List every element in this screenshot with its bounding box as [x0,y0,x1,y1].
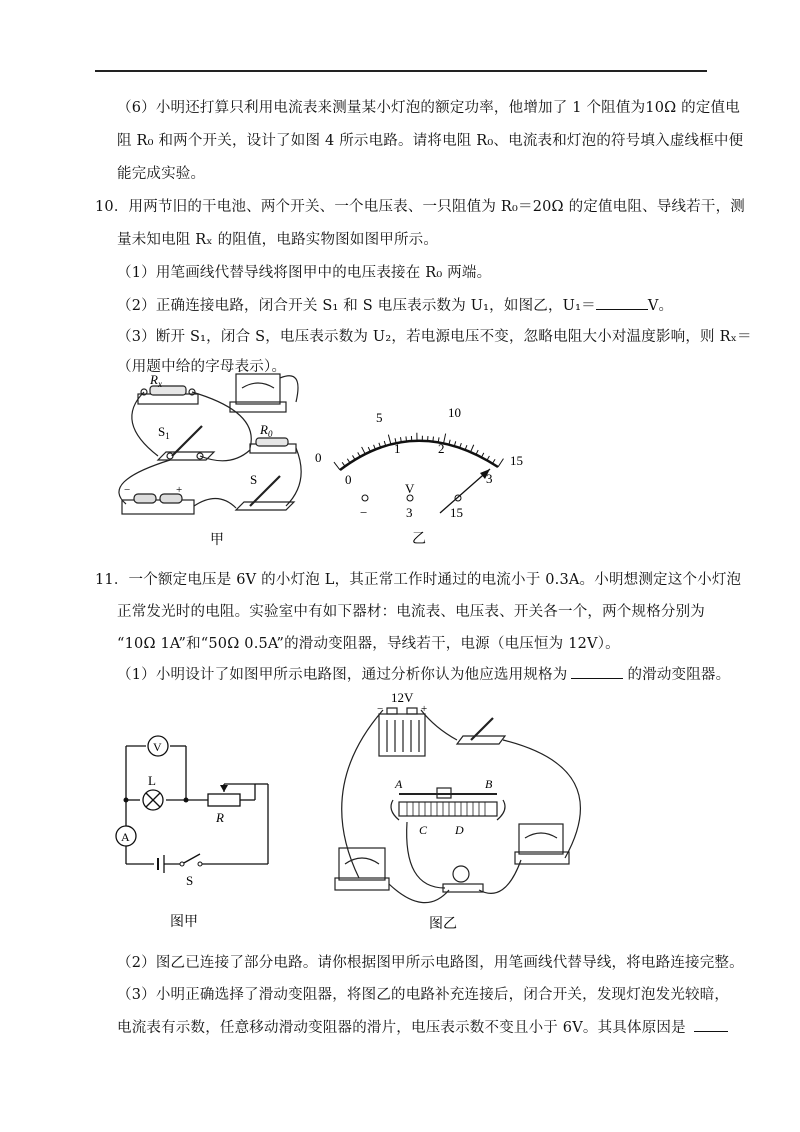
q11-stem-line3: “10Ω 1A”和“50Ω 0.5A”的滑动变阻器，导线若干，电源（电压恒为 12V）。 [117,636,620,652]
q11-fig-jia-caption: 图甲 [170,915,198,930]
q11-stem-line2: 正常发光时的电阻。实验室中有如下器材：电流表、电压表、开关各一个，两个规格分别为 [117,604,705,620]
outer-tick-15: 15 [510,453,523,468]
battery-box [379,714,425,756]
schematic-s-label: S [186,873,194,888]
q11-part3-line2 [117,1017,728,1038]
dial-tick [388,435,390,445]
dial-tick [362,447,366,454]
terminal-3-label: 3 [406,505,413,520]
fig-yi-caption: 乙 [412,532,426,547]
dial-tick [342,462,345,466]
fig-jia-caption: 甲 [210,533,224,548]
q11-figure-yi-circuit [325,688,605,938]
inner-tick-2: 2 [438,441,445,456]
inner-tick-0: 0 [345,472,352,487]
dial-tick [471,445,474,452]
rx-label: $R_x$ [150,372,162,389]
q10-part2-text: （2）正确连接电路，闭合开关 S₁ 和 S 电压表示数为 U₁，如图乙，U₁＝ [117,298,596,314]
battery-plus: + [176,484,183,496]
rheostat-c-label: C [419,823,428,837]
q10-part3-line1: （3）断开 S₁，闭合 S，电压表示数为 U₂，若电源电压不变，忽略电阻大小对温度影响，则 Rₓ＝ [117,329,752,345]
inner-tick-3: 3 [486,471,493,486]
s-label: S [250,472,258,487]
rheostat-coil [399,802,497,816]
q9-part6-line3: 能完成实验。 [117,166,206,182]
dial-tick [433,437,434,442]
dial-scale-arc [340,441,498,470]
q11-stem-line1: 11．一个额定电压是 6V 的小灯泡 L，其正常工作时通过的电流小于 0.3A。小明想测定这个小灯泡 [95,572,742,588]
dial-tick [347,459,350,463]
rheostat-d-label: D [455,823,464,837]
q11-rheostat-answer-blank[interactable] [571,664,623,679]
q10-u1-answer-blank[interactable] [596,295,648,310]
dial-tick [334,462,340,470]
lamp-bulb [453,866,469,882]
r0-label: $R_0$ [260,422,273,439]
battery-voltage-label: 12V [391,690,414,705]
q11-figure-jia-schematic [110,730,285,935]
q10-stem-line1: 10．用两节旧的干电池、两个开关、一个电压表、一只阻值为 R₀＝20Ω 的定值电阻、导线若干，测 [95,199,745,215]
q10-stem-line2: 量未知电阻 Rₓ 的阻值，电路实物图如图甲所示。 [117,232,439,248]
rheostat-a-label: A [395,777,403,791]
terminal-minus [362,495,368,501]
schematic-v-label: V [153,740,162,754]
rheostat-slider-arrow [220,785,228,792]
inner-tick-1: 1 [394,441,401,456]
dial-unit: V [405,481,415,496]
q11-fig-yi-caption: 图乙 [429,917,457,932]
schematic-rheostat [208,794,240,806]
q10-figure-jia [110,372,310,552]
schematic-r-label: R [216,810,224,825]
q10-part3-line2: （用题中给的字母表示）。 [117,359,287,375]
s1-label: $S_1$ [158,424,170,441]
battery-minus: − [124,484,131,496]
schematic-l-label: L [148,773,156,788]
dial-tick [406,436,407,441]
terminal-minus-label: − [360,505,368,520]
q10-figure-yi-dial [310,395,535,550]
rheostat-b-label: B [485,777,493,791]
q11-part1-tail: 的滑动变阻器。 [627,667,731,683]
schematic-a-label: A [121,830,130,844]
q9-part6-line1: （6）小明还打算只利用电流表来测量某小灯泡的额定功率，他增加了 1 个阻值为10Ω 的定值电 [117,100,740,116]
header-rule [95,70,707,72]
dial-tick [498,459,503,467]
q9-part6-line2: 阻 R₀ 和两个开关，设计了如图 4 所示电路。请将电阻 R₀、电流表和灯泡的符号填入虚线框中便 [117,133,744,149]
q11-part3-text: 电流表有示数，任意移动滑动变阻器的滑片，电压表示数不变且小于 6V。其具体原因是 [117,1020,686,1036]
q11-part1-text: （1）小明设计了如图甲所示电路图，通过分析你认为他应选用规格为 [117,667,568,683]
outer-tick-10: 10 [448,405,461,420]
q10-part1: （1）用笔画线代替导线将图甲中的电压表接在 R₀ 两端。 [117,265,492,281]
q11-part2: （2）图乙已连接了部分电路。请你根据图甲所示电路图，用笔画线代替导线，将电路连接完整。 [117,955,744,971]
q10-part2 [117,295,673,316]
terminal-15-label: 15 [450,505,463,520]
q10-part2-unit: V。 [647,298,674,314]
q11-part1 [117,664,730,685]
battery-minus-label: − [377,703,384,715]
q11-part3-line1: （3）小明正确选择了滑动变阻器，将图乙的电路补充连接后，闭合开关，发现灯泡发光较暗， [117,987,730,1003]
outer-tick-5: 5 [376,410,383,425]
battery-holder [122,500,194,514]
q11-reason-answer-blank[interactable] [694,1017,728,1032]
outer-tick-0: 0 [315,450,322,465]
battery-plus-label: + [421,703,428,715]
